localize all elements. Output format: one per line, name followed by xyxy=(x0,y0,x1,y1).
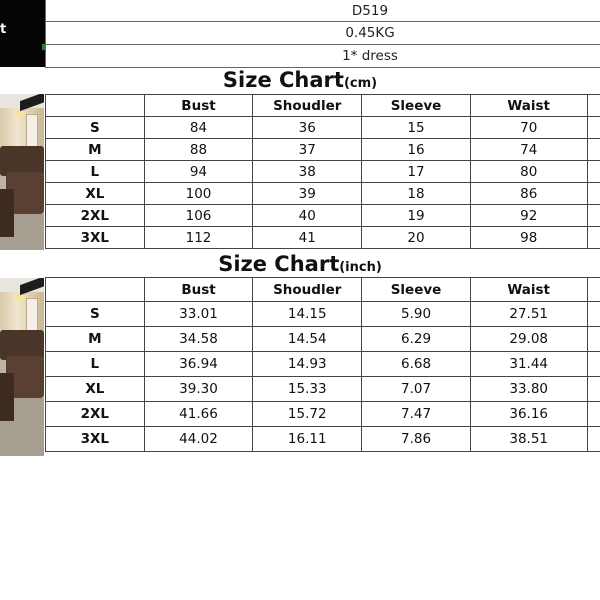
truncated-column xyxy=(587,352,600,377)
measurement-cell: 19 xyxy=(362,205,471,227)
measurement-cell: 74 xyxy=(470,139,587,161)
size-label: M xyxy=(46,139,145,161)
measurement-cell: 112 xyxy=(144,227,253,249)
column-header: Shoudler xyxy=(253,95,362,117)
measurement-cell: 17 xyxy=(362,161,471,183)
measurement-cell: 18 xyxy=(362,183,471,205)
measurement-cell: 6.29 xyxy=(362,327,471,352)
product-package: 1* dress xyxy=(342,48,398,64)
truncated-column xyxy=(587,402,600,427)
header-corner xyxy=(46,278,145,302)
measurement-cell: 16 xyxy=(362,139,471,161)
size-table-inch xyxy=(45,277,600,452)
measurement-cell: 106 xyxy=(144,205,253,227)
chart-title-text: Size Chart xyxy=(222,68,344,92)
measurement-cell: 6.68 xyxy=(362,352,471,377)
measurement-cell: 44.02 xyxy=(144,427,253,452)
measurement-cell: 40 xyxy=(253,205,362,227)
measurement-cell: 7.07 xyxy=(362,377,471,402)
table-row xyxy=(46,327,600,352)
table-row xyxy=(46,205,600,227)
column-header: Shoudler xyxy=(253,278,362,302)
measurement-cell: 14.93 xyxy=(253,352,362,377)
measurement-cell: 5.90 xyxy=(362,302,471,327)
size-label: M xyxy=(46,327,145,352)
measurement-cell: 20 xyxy=(362,227,471,249)
measurement-cell: 94 xyxy=(144,161,253,183)
product-weight: 0.45KG xyxy=(345,25,395,41)
measurement-cell: 7.47 xyxy=(362,402,471,427)
measurement-cell: 39.30 xyxy=(144,377,253,402)
header-corner xyxy=(46,95,145,117)
truncated-column xyxy=(587,302,600,327)
measurement-cell: 29.08 xyxy=(470,327,587,352)
size-label: XL xyxy=(46,183,145,205)
size-label: 2XL xyxy=(46,402,145,427)
truncated-column xyxy=(587,427,600,452)
measurement-cell: 38 xyxy=(253,161,362,183)
truncated-column xyxy=(587,205,600,227)
truncated-column xyxy=(587,139,600,161)
chart-unit: (cm) xyxy=(343,76,378,91)
table-header-row xyxy=(46,95,600,117)
measurement-cell: 15 xyxy=(362,117,471,139)
measurement-cell: 14.15 xyxy=(253,302,362,327)
table-row xyxy=(46,402,600,427)
truncated-column xyxy=(587,327,600,352)
column-header: Bust xyxy=(144,95,253,117)
measurement-cell: 36.16 xyxy=(470,402,587,427)
measurement-cell: 15.33 xyxy=(253,377,362,402)
measurement-cell: 36.94 xyxy=(144,352,253,377)
info-divider xyxy=(45,21,600,22)
size-label: 3XL xyxy=(46,227,145,249)
truncated-column xyxy=(587,377,600,402)
table-row xyxy=(46,377,600,402)
measurement-cell: 92 xyxy=(470,205,587,227)
measurement-cell: 27.51 xyxy=(470,302,587,327)
table-header-row xyxy=(46,278,600,302)
measurement-cell: 33.01 xyxy=(144,302,253,327)
measurement-cell: 14.54 xyxy=(253,327,362,352)
measurement-cell: 34.58 xyxy=(144,327,253,352)
table-row xyxy=(46,302,600,327)
chart-title-text: Size Chart xyxy=(218,252,340,276)
measurement-cell: 100 xyxy=(144,183,253,205)
truncated-column xyxy=(587,95,600,117)
top-black-panel xyxy=(0,0,45,67)
product-thumbnail xyxy=(0,94,44,250)
size-chart-cm-title xyxy=(0,68,600,92)
size-label: L xyxy=(46,352,145,377)
truncated-column xyxy=(587,117,600,139)
truncated-column xyxy=(587,227,600,249)
measurement-cell: 41 xyxy=(253,227,362,249)
column-header: Bust xyxy=(144,278,253,302)
table-row xyxy=(46,161,600,183)
table-row xyxy=(46,227,600,249)
table-row xyxy=(46,139,600,161)
size-label: 3XL xyxy=(46,427,145,452)
product-model: D519 xyxy=(351,3,389,19)
size-table-cm xyxy=(45,94,600,249)
measurement-cell: 38.51 xyxy=(470,427,587,452)
truncated-column xyxy=(587,161,600,183)
measurement-cell: 37 xyxy=(253,139,362,161)
measurement-cell: 7.86 xyxy=(362,427,471,452)
measurement-cell: 88 xyxy=(144,139,253,161)
size-label: S xyxy=(46,302,145,327)
column-header: Sleeve xyxy=(362,95,471,117)
measurement-cell: 33.80 xyxy=(470,377,587,402)
column-header: Sleeve xyxy=(362,278,471,302)
table-row xyxy=(46,427,600,452)
table-row xyxy=(46,183,600,205)
size-label: S xyxy=(46,117,145,139)
truncated-column xyxy=(587,183,600,205)
size-label: L xyxy=(46,161,145,183)
truncated-column xyxy=(587,278,600,302)
measurement-cell: 15.72 xyxy=(253,402,362,427)
measurement-cell: 70 xyxy=(470,117,587,139)
measurement-cell: 86 xyxy=(470,183,587,205)
measurement-cell: 84 xyxy=(144,117,253,139)
measurement-cell: 36 xyxy=(253,117,362,139)
measurement-cell: 98 xyxy=(470,227,587,249)
info-divider xyxy=(45,44,600,45)
panel-glyph: t xyxy=(0,22,7,37)
measurement-cell: 41.66 xyxy=(144,402,253,427)
measurement-cell: 31.44 xyxy=(470,352,587,377)
chart-unit: (inch) xyxy=(339,260,382,275)
measurement-cell: 39 xyxy=(253,183,362,205)
size-label: XL xyxy=(46,377,145,402)
column-header: Waist xyxy=(470,278,587,302)
table-row xyxy=(46,117,600,139)
measurement-cell: 80 xyxy=(470,161,587,183)
size-chart-inch-title xyxy=(0,252,600,276)
column-header: Waist xyxy=(470,95,587,117)
table-row xyxy=(46,352,600,377)
product-thumbnail xyxy=(0,278,44,456)
size-label: 2XL xyxy=(46,205,145,227)
measurement-cell: 16.11 xyxy=(253,427,362,452)
